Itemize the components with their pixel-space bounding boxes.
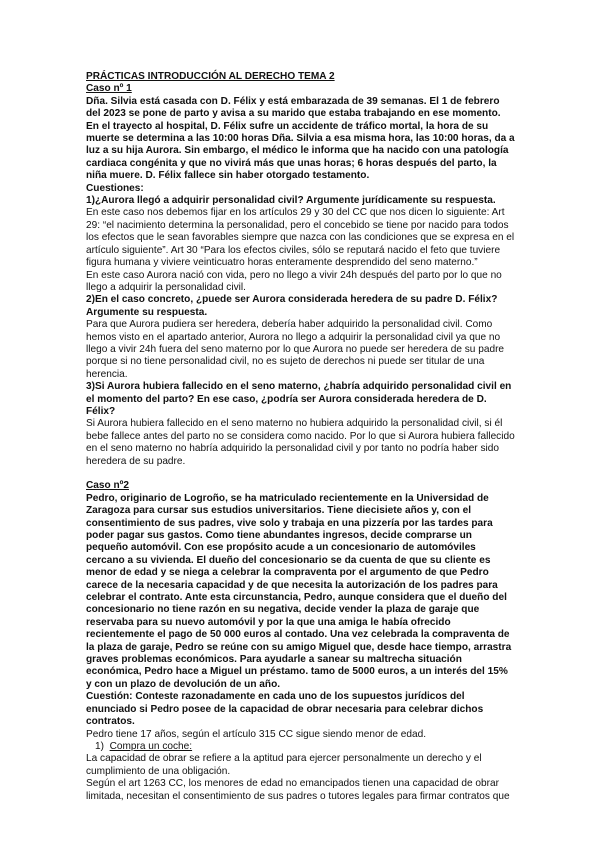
case1-answer-1-paragraph-1: En este caso nos debemos fijar en los artículos 29 y 30 del CC que nos dicen lo siguiente: Art 29: “el nacimiento determina la personalidad, pero el concebido se tiene por nacido para todos los efectos que le sean favorables siempre que nazca con las condiciones que se expresa en el artículo siguiente”. Art 30 “Para los efectos civiles, sólo se reputará nacido el feto que tuviere figura humana y viviere veinticuatro horas enteramente desprendido del seno materno.”: [86, 207, 515, 269]
case1-question-3: 3)Si Aurora hubiera fallecido en el seno materno, ¿habría adquirido personalidad civil en el momento del parto? En ese caso, ¿podría ser Aurora considerada heredera de D. Félix?: [86, 381, 512, 417]
case2-question: Cuestión: Conteste razonadamente en cada uno de los supuestos jurídicos del enunciado si Pedro posee de la capacidad de obrar necesaria para celebrar dichos contratos.: [86, 691, 484, 728]
case1-answer-2: Para que Aurora pudiera ser heredera, debería haber adquirido la personalidad civil. Como hemos visto en el apartado anterior, Aurora no llego a adquirir la personalidad civil ya que no llego a vivir 24h fuera del seno materno por lo que Aurora no puede ser heredera de su padre porque si no tiene personalidad civil, no es sujeto de derechos ni puede ser titular de una herencia.: [86, 319, 505, 380]
case1-statement: Dña. Silvia está casada con D. Félix y está embarazada de 39 semanas. El 1 de febrero del 2023 se pone de parto y avisa a su marido que estaba trabajando en ese momento. En el trayecto al hospital, D. Félix sufre un accidente de tráfico mortal, la hora de su muerte se determina a las 10:00 horas Dña. Silvia a esa misma hora, las 10:00 horas, da a luz a su hija Aurora. Sin embargo, el médico le informa que ha nacido con una patología cardiaca congénita y que no vivirá más que unas horas; 6 horas después del parto, la niña muere. D. Félix fallece sin haber otorgado testamento.: [86, 95, 515, 182]
case1-answer-3: Si Aurora hubiera fallecido en el seno materno no hubiera adquirido la personalidad civil, si él bebe fallece antes del parto no se considera como nacido. Por lo que si Aurora hubiera fallecido en el seno materno no habría adquirido la personalidad civil y por tanto no podría haber sido heredera de su padre.: [86, 418, 515, 467]
case2-list-item-1: [86, 741, 516, 753]
case2-list-item-1-label: Compra un coche:: [109, 740, 193, 752]
case1-heading: Caso nº 1: [86, 83, 132, 95]
document-title: PRÁCTICAS INTRODUCCIÓN AL DERECHO TEMA 2: [86, 71, 335, 82]
section-spacer: [86, 468, 516, 480]
case2-item1-paragraph-1: La capacidad de obrar se refiere a la aptitud para ejercer personalmente un derecho y el cumplimiento de una obligación.: [86, 753, 482, 777]
case1-questions-heading: Cuestiones:: [86, 182, 144, 194]
document-body: [86, 71, 516, 803]
case1-question-1: 1)¿Aurora llegó a adquirir personalidad civil? Argumente jurídicamente su respuesta.: [86, 195, 496, 207]
case2-list-item-1-number: 1): [95, 740, 104, 752]
case2-heading: Caso nº2: [86, 480, 129, 492]
case1-question-2: 2)En el caso concreto, ¿puede ser Aurora considerada heredera de su padre D. Félix? Argumente su respuesta.: [86, 294, 498, 318]
case1-answer-1-paragraph-2: En este caso Aurora nació con vida, pero no llego a vivir 24h después del parto por lo que no llego a adquirir la personalidad civil.: [86, 269, 502, 293]
case2-item1-paragraph-2: Según el art 1263 CC, los menores de edad no emancipados tienen una capacidad de obrar limitada, necesitan el consentimiento de sus padres o tutores legales para firmar contratos que: [86, 778, 510, 802]
case2-intro: Pedro tiene 17 años, según el artículo 315 CC sigue siendo menor de edad.: [86, 728, 427, 740]
case2-statement: Pedro, originario de Logroño, se ha matriculado recientemente en la Universidad de Zaragoza para cursar sus estudios universitarios. Tiene diecisiete años y, con el consentimiento de sus padres, vive solo y trabaja en una pizzería por las tardes para poder pagar sus gastos. Como tiene abundantes ingresos, decide comprarse un pequeño automóvil. Con ese propósito acude a un concesionario de automóviles cercano a su vivienda. El dueño del concesionario se da cuenta de que su cliente es menor de edad y se niega a celebrar la compraventa por el argumento de que Pedro carece de la necesaria capacidad y de que necesita la autorización de los padres para celebrar el contrato. Ante esta circunstancia, Pedro, aunque considera que el dueño del concesionario no tiene razón en su negativa, decide vender la plaza de garaje que reservaba para su nuevo automóvil y por la que una amiga le había ofrecido recientemente el pago de 50 000 euros al contado. Una vez celebrada la compraventa de la plaza de garaje, Pedro se reúne con su amigo Miguel que, desde hace tiempo, arrastra graves problemas económicos. Para ayudarle a sanear su maltrecha situación económica, Pedro hace a Miguel un préstamo. tamo de 5000 euros, a un interés del 15% y con un plazo de devolución de un año.: [86, 492, 512, 690]
